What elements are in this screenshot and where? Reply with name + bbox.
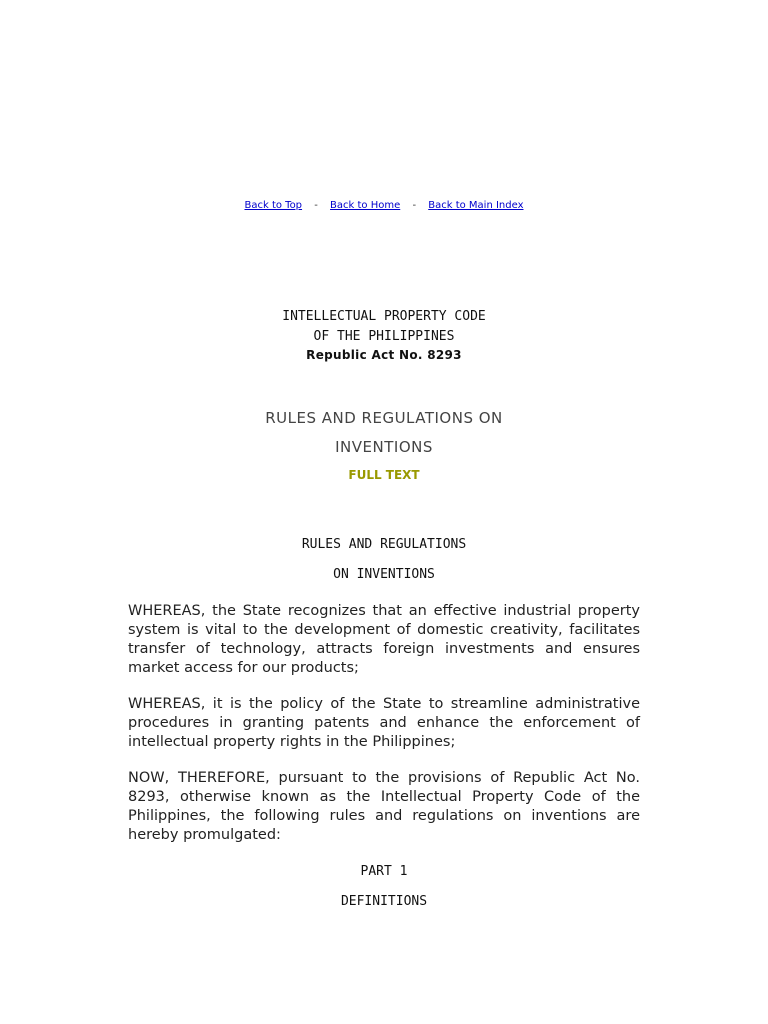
part-label: PART 1 — [360, 864, 408, 879]
full-text-label: FULL TEXT — [348, 468, 420, 482]
back-to-home-link[interactable]: Back to Home — [330, 200, 401, 211]
whereas-paragraph-1: WHEREAS, the State recognizes that an effective industrial property system is vital to the development of domestic creativity, facilitates transfer of technology, attracts foreign investments and ensures market access for our products; — [128, 603, 640, 676]
rules-heading-line2: INVENTIONS — [335, 438, 433, 456]
part-heading: DEFINITIONS — [340, 894, 428, 909]
nav-separator: - — [412, 200, 417, 211]
whereas-paragraph-2: WHEREAS, it is the policy of the State to streamline administrative procedures in granting patents and enhance the enforcement of intellectual property rights in the Philippines; — [128, 696, 640, 750]
code-title-line1: INTELLECTUAL PROPERTY CODE — [282, 309, 486, 324]
republic-act-number: Republic Act No. 8293 — [306, 348, 462, 362]
rules-heading-line1: RULES AND REGULATIONS ON — [265, 409, 503, 427]
subtitle-line1: RULES AND REGULATIONS — [301, 537, 467, 552]
back-to-top-link[interactable]: Back to Top — [244, 200, 303, 211]
back-to-main-index-link[interactable]: Back to Main Index — [428, 200, 524, 211]
subtitle-line2: ON INVENTIONS — [333, 567, 435, 582]
now-therefore-paragraph: NOW, THEREFORE, pursuant to the provisions of Republic Act No. 8293, otherwise known as the Intellectual Property Code of the Philippines, the following rules and regulations on inventions are hereby promulgated: — [128, 770, 640, 843]
code-title-line2: OF THE PHILIPPINES — [313, 329, 455, 344]
nav-separator: - — [314, 200, 318, 211]
navigation-links — [0, 200, 768, 211]
